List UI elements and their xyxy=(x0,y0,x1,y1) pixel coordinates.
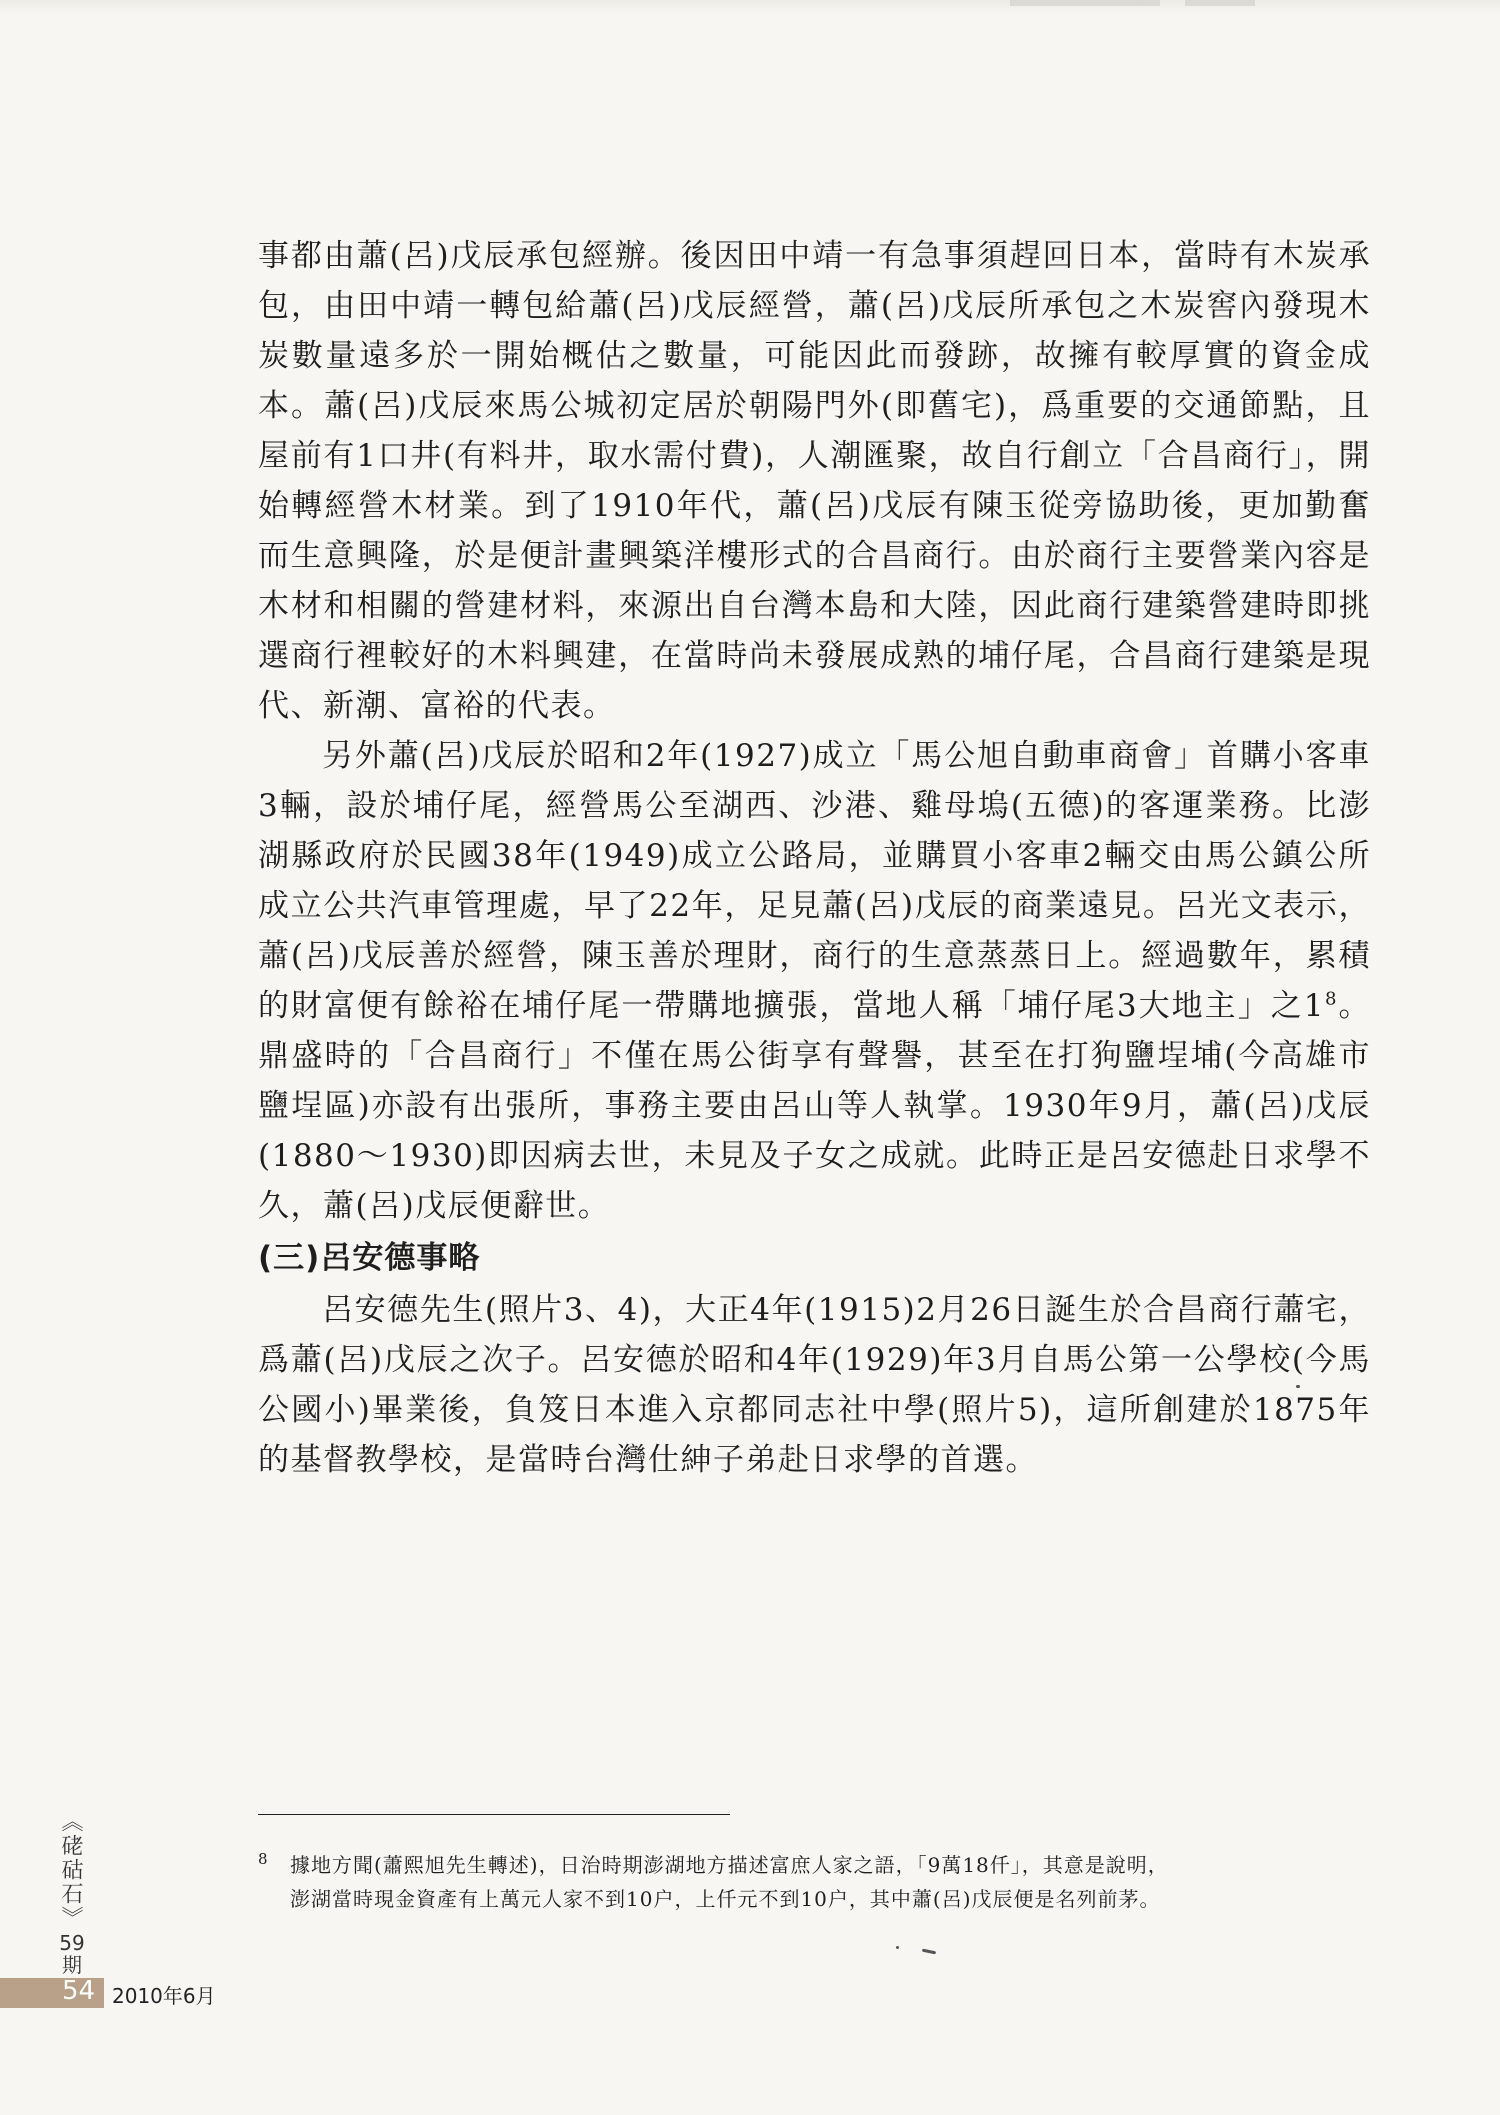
scan-smudge xyxy=(1185,0,1255,6)
issue-date: 2010年6月 xyxy=(112,1984,216,2008)
footnote-reference[interactable]: 8 xyxy=(1325,988,1338,1010)
paragraph: 事都由蕭(呂)戊辰承包經辦。後因田中靖一有急事須趕回日本，當時有木炭承包，由田中靖一轉包給蕭(呂)戊辰經營，蕭(呂)戊辰所承包之木炭窖內發現木炭數量遠多於一開始概估之數量，可能因此而發跡，故擁有較厚實的資金成本。蕭(呂)戊辰來馬公城初定居於朝陽門外(即舊宅)，爲重要的交通節點，且屋前有1口井(有料井，取水需付費)，人潮匯聚，故自行創立「合昌商行」，開始轉經營木材業。到了1910年代，蕭(呂)戊辰有陳玉從旁協助後，更加勤奮而生意興隆，於是便計畫興築洋樓形式的合昌商行。由於商行主要營業內容是木材和相關的營建材料，來源出自台灣本島和大陸，因此商行建築營建時即挑選商行裡較好的木料興建，在當時尚未發展成熟的埔仔尾，合昌商行建築是現代、新潮、富裕的代表。 xyxy=(258,238,1371,724)
footnote-rule xyxy=(258,1814,730,1815)
journal-title: 《硓𥑮石》 xyxy=(58,1810,83,1930)
scan-speck xyxy=(922,1949,936,1955)
issue-number: 59 xyxy=(59,1931,85,1955)
footnote-line: 據地方聞(蕭熙旭先生轉述)，日治時期澎湖地方描述富庶人家之語，「9萬18仟」，其意是說明， xyxy=(290,1853,1169,1877)
scan-top-band xyxy=(0,0,1500,14)
scan-speck xyxy=(1296,1385,1300,1388)
footnote xyxy=(258,1848,1368,1916)
issue-label xyxy=(58,1932,86,1976)
footnote-number: 8 xyxy=(258,1850,269,1868)
section-heading: (三)呂安德事略 xyxy=(258,1240,481,1276)
page-number: 54 xyxy=(62,1976,96,2006)
scan-speck xyxy=(896,1946,899,1949)
scan-smudge xyxy=(1010,0,1160,6)
paragraph-tail: 。 xyxy=(1337,988,1372,1024)
paragraph-text: 另外蕭(呂)戊辰於昭和2年(1927)成立「馬公旭自動車商會」首購小客車3輛，設於埔仔尾，經營馬公至湖西、沙港、雞母塢(五德)的客運業務。比澎湖縣政府於民國38年(1949)成立公路局，並購買小客車2輛交由馬公鎮公所成立公共汽車管理處，早了22年，足見蕭(呂)戊辰的商業遠見。呂光文表示，蕭(呂)戊辰善於經營，陳玉善於理財，商行的生意蒸蒸日上。經過數年，累積的財富便有餘裕在埔仔尾一帶購地擴張，當地人稱「埔仔尾3大地主」之1 xyxy=(258,738,1371,1024)
issue-suffix: 期 xyxy=(62,1953,82,1977)
paragraph xyxy=(258,731,1371,1231)
paragraph-continuation: 鼎盛時的「合昌商行」不僅在馬公街享有聲譽，甚至在打狗鹽埕埔(今高雄市鹽埕區)亦設有出張所，事務主要由呂山等人執掌。1930年9月，蕭(呂)戊辰(1880～1930)即因病去世，未見及子女之成就。此時正是呂安德赴日求學不久，蕭(呂)戊辰便辭世。 xyxy=(258,1038,1371,1224)
body-text-column xyxy=(258,231,1371,1485)
footnote-line: 澎湖當時現金資產有上萬元人家不到10户，上仟元不到10户，其中蕭(呂)戊辰便是名列前茅。 xyxy=(290,1887,1161,1911)
paragraph: 呂安德先生(照片3、4)，大正4年(1915)2月26日誕生於合昌商行蕭宅，爲蕭(呂)戊辰之次子。呂安德於昭和4年(1929)年3月自馬公第一公學校(今馬公國小)畢業後，負笈日本進入京都同志社中學(照片5)，這所創建於1875年的基督教學校，是當時台灣仕紳子弟赴日求學的首選。 xyxy=(258,1292,1371,1478)
